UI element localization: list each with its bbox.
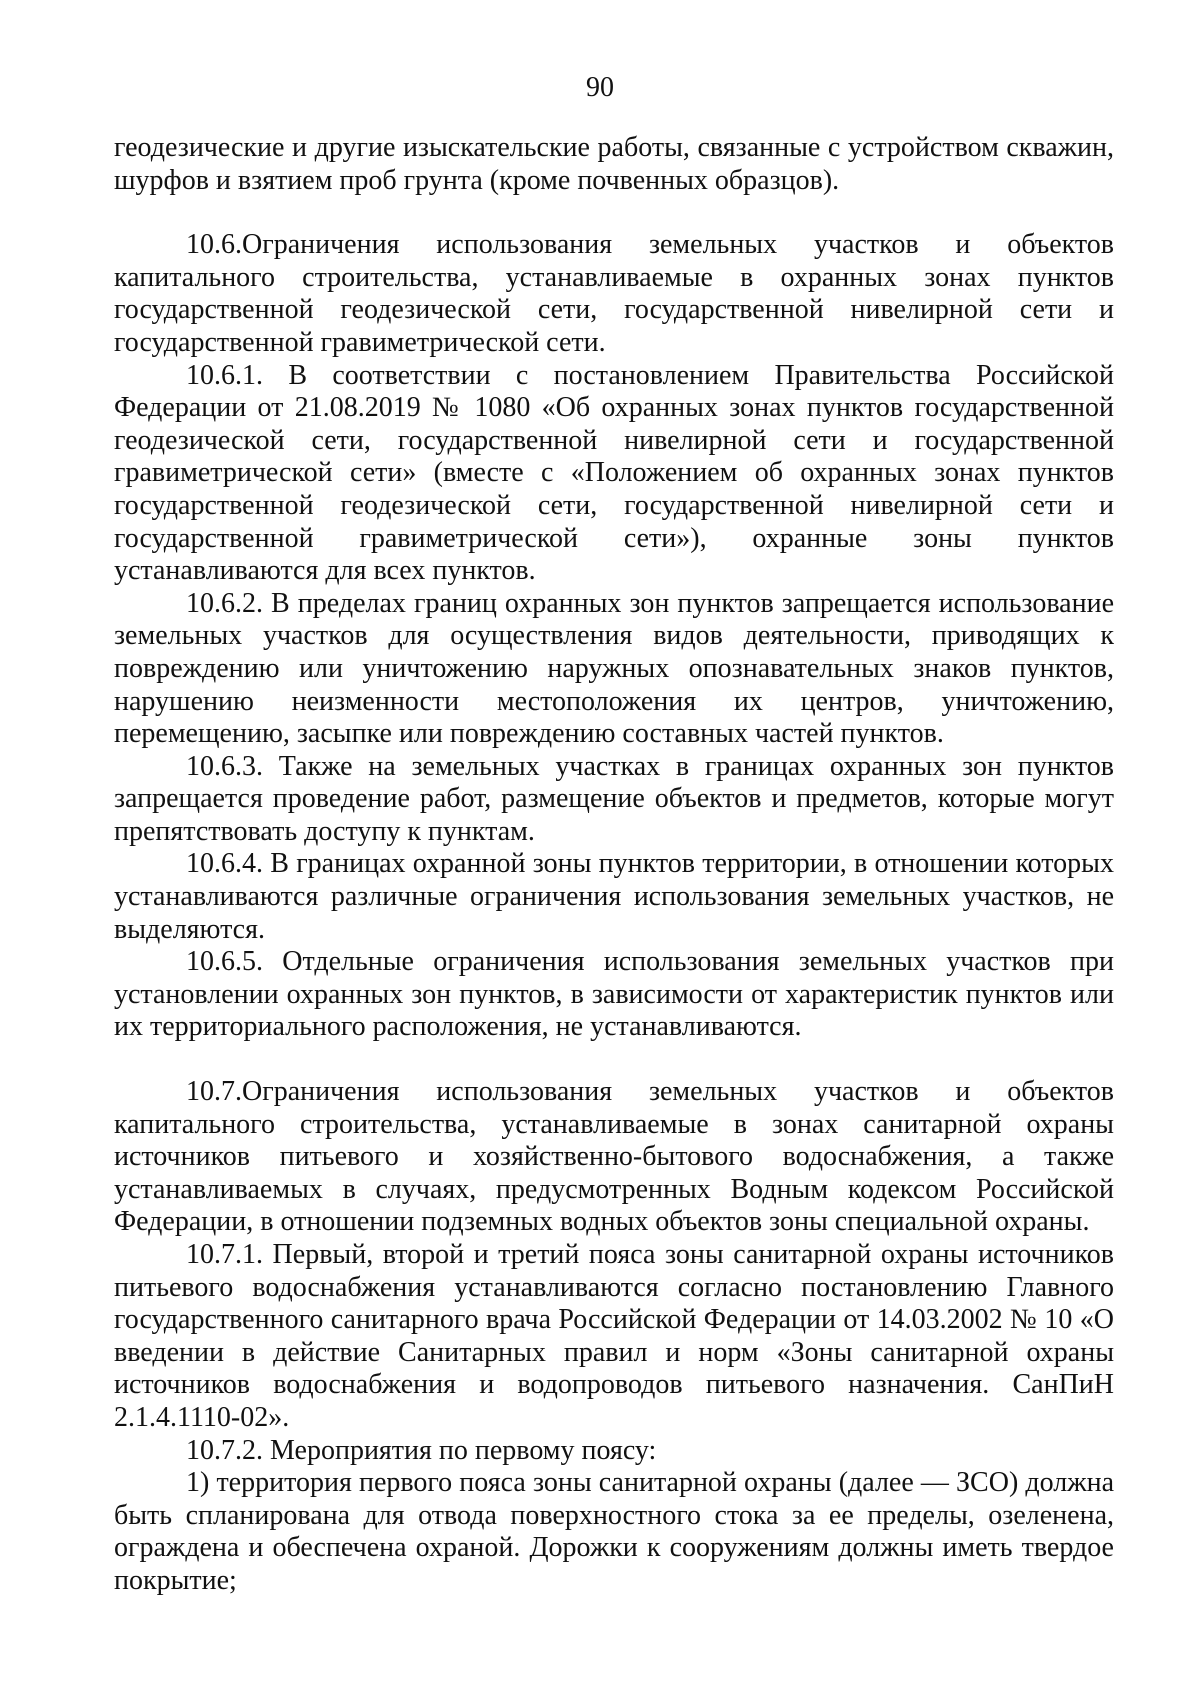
list-item-1: 1) территория первого пояса зоны санитарной охраны (далее — ЗСО) должна быть спланирована для отвода поверхностного стока за ее пределы, озеленена, ограждена и обеспечена охраной. Дорожки к сооружениям должны иметь твердое покрытие;: [114, 1467, 1114, 1596]
section-heading-10-6: 10.6.Ограничения использования земельных участков и объектов капитального строительства, устанавливаемые в охранных зонах пунктов государственной геодезической сети, государственной нивелирной сети и государственной гравиметрической сети.: [114, 229, 1114, 358]
section-heading-10-7: 10.7.Ограничения использования земельных участков и объектов капитального строительства, устанавливаемые в зонах санитарной охраны источников питьевого и хозяйственно-бытового водоснабжения, а также устанавливаемых в случаях, предусмотренных Водным кодексом Российской Федерации, в отношении подземных водных объектов зоны специальной охраны.: [114, 1076, 1114, 1238]
paragraph-10-6-3: 10.6.3. Также на земельных участках в границах охранных зон пунктов запрещается проведение работ, размещение объектов и предметов, которые могут препятствовать доступу к пунктам.: [114, 750, 1114, 847]
paragraph-10-6-1: 10.6.1. В соответствии с постановлением Правительства Российской Федерации от 21.08.2019 № 1080 «Об охранных зонах пунктов государственной геодезической сети, государственной нивелирной сети и государственной гравиметрической сети» (вместе с «Положением об охранных зонах пунктов государственной геодезической сети, государственной нивелирной сети и государственной гравиметрической сети»), охранные зоны пунктов устанавливаются для всех пунктов.: [114, 359, 1114, 587]
paragraph-10-7-2: 10.7.2. Мероприятия по первому поясу:: [186, 1434, 657, 1466]
page-number: 90: [586, 72, 614, 103]
paragraph-10-6-4: 10.6.4. В границах охранной зоны пунктов территории, в отношении которых устанавливаются различные ограничения использования земельных участков, не выделяются.: [114, 848, 1114, 945]
paragraph-10-7-1: 10.7.1. Первый, второй и третий пояса зоны санитарной охраны источников питьевого водоснабжения устанавливаются согласно постановлению Главного государственного санитарного врача Российской Федерации от 14.03.2002 № 10 «О введении в действие Санитарных правил и норм «Зоны санитарной охраны источников водоснабжения и водопроводов питьевого назначения. СанПиН 2.1.4.1110-02».: [114, 1239, 1114, 1433]
paragraph-continuation: геодезические и другие изыскательские работы, связанные с устройством скважин, шурфов и взятием проб грунта (кроме почвенных образцов).: [114, 132, 1114, 196]
paragraph-10-6-2: 10.6.2. В пределах границ охранных зон пунктов запрещается использование земельных участков для осуществления видов деятельности, приводящих к повреждению или уничтожению наружных опознавательных знаков пунктов, нарушению неизменности местоположения их центров, уничтожению, перемещению, засыпке или повреждению составных частей пунктов.: [114, 587, 1114, 750]
document-body: [114, 132, 1114, 1598]
paragraph-10-6-5: 10.6.5. Отдельные ограничения использования земельных участков при установлении охранных зон пунктов, в зависимости от характеристик пунктов или их территориального расположения, не устанавливаются.: [114, 946, 1114, 1043]
